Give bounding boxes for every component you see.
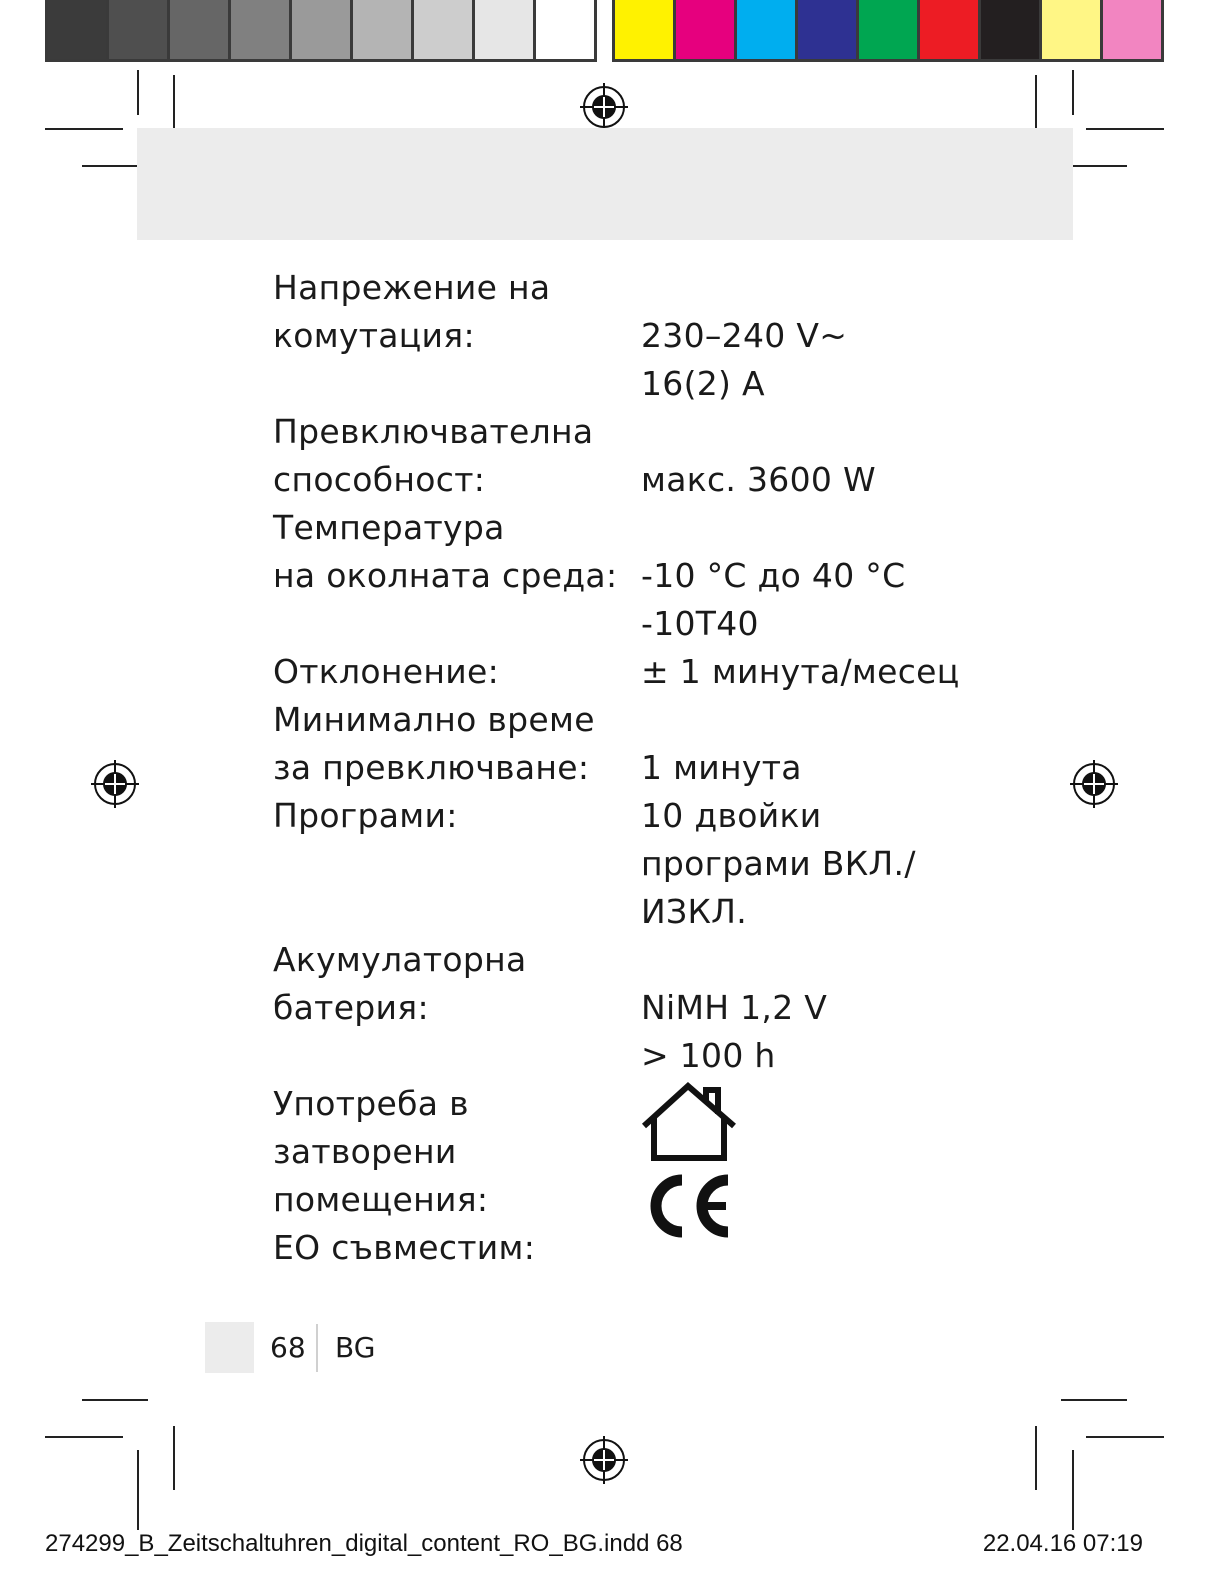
spec-row [273,1128,993,1224]
spec-label: ЕО съвместим: [273,1228,536,1267]
spec-label: Отклонение: [273,652,500,691]
spec-row [273,1224,993,1272]
spec-row [273,888,993,936]
spec-row [273,264,993,312]
color-swatch [737,0,795,59]
spec-row [273,408,993,456]
spec-label: Програми: [273,796,458,835]
spec-value [641,504,993,552]
spec-label: Употреба в [273,1084,469,1123]
spec-value [641,696,993,744]
color-swatch [1042,0,1100,59]
spec-value: 16(2) A [641,364,765,403]
spec-value [641,936,993,984]
spec-label: батерия: [273,988,429,1027]
spec-row [273,504,993,552]
color-swatch [859,0,917,59]
page-number: 68 [270,1331,306,1364]
spec-row [273,840,993,888]
spec-value: 10 двойки [641,796,822,835]
spec-label: Акумулаторна [273,940,527,979]
spec-value: 230–240 V~ [641,316,848,355]
spec-table [273,264,993,1272]
spec-label: Превключвателна [273,412,594,451]
spec-value: > 100 h [641,1036,776,1075]
spec-row [273,696,993,744]
spec-label: Температура [273,508,505,547]
spec-label [273,888,641,936]
spec-label [273,360,641,408]
spec-value [641,264,993,312]
header-band [137,128,1073,240]
spec-label [273,840,641,888]
spec-row [273,552,993,600]
spec-label: комутация: [273,316,475,355]
color-swatch [292,0,350,59]
spec-value: -10 °C до 40 °C [641,556,906,595]
color-swatch [231,0,289,59]
spec-row [273,984,993,1032]
spec-value: ± 1 минута/месец [641,652,960,691]
spec-row [273,600,993,648]
slug-filename: 274299_B_Zeitschaltuhren_digital_content_RO_BG.indd 68 [45,1530,683,1557]
color-swatch [536,0,594,59]
spec-value: ИЗКЛ. [641,892,748,931]
color-swatch [615,0,673,59]
color-swatch [1103,0,1161,59]
spec-value: NiMH 1,2 V [641,988,828,1027]
spec-row [273,792,993,840]
spec-value [641,408,993,456]
language-code: BG [335,1331,376,1364]
spec-label: за превключване: [273,748,590,787]
spec-label: затворени помещения: [273,1132,489,1219]
registration-mark-icon [91,760,139,808]
color-swatch [414,0,472,59]
color-swatch [981,0,1039,59]
spec-row [273,648,993,696]
color-swatch [48,0,106,59]
spec-row [273,936,993,984]
color-swatch [798,0,856,59]
color-swatch [676,0,734,59]
registration-mark-icon [1070,760,1118,808]
spec-label: способност: [273,460,486,499]
spec-row [273,1032,993,1080]
indoor-house-icon [640,1080,740,1162]
spec-label [273,1032,641,1080]
color-swatch [475,0,533,59]
color-swatch [353,0,411,59]
ce-mark-icon [640,1170,740,1242]
spec-row [273,312,993,360]
certification-icons [640,1080,740,1242]
color-swatch [109,0,167,59]
grayscale-color-bar [45,0,597,62]
footer-divider [316,1324,318,1372]
spec-label: Минимално време [273,700,595,739]
registration-mark-icon [580,83,628,131]
spec-label: Напрежение на [273,268,551,307]
spec-value: 1 минута [641,748,802,787]
spec-label [273,600,641,648]
spec-row [273,1080,993,1128]
spec-row [273,360,993,408]
color-swatch [170,0,228,59]
slug-datetime: 22.04.16 07:19 [982,1530,1143,1557]
color-swatch [920,0,978,59]
spec-label: на околната среда: [273,556,618,595]
spec-row [273,744,993,792]
process-color-bar [612,0,1164,62]
registration-mark-icon [580,1436,628,1484]
spec-value: макс. 3600 W [641,460,876,499]
spec-row [273,456,993,504]
footer-tab-box [205,1322,254,1373]
spec-value: програми ВКЛ./ [641,844,916,883]
spec-value: -10T40 [641,604,759,643]
